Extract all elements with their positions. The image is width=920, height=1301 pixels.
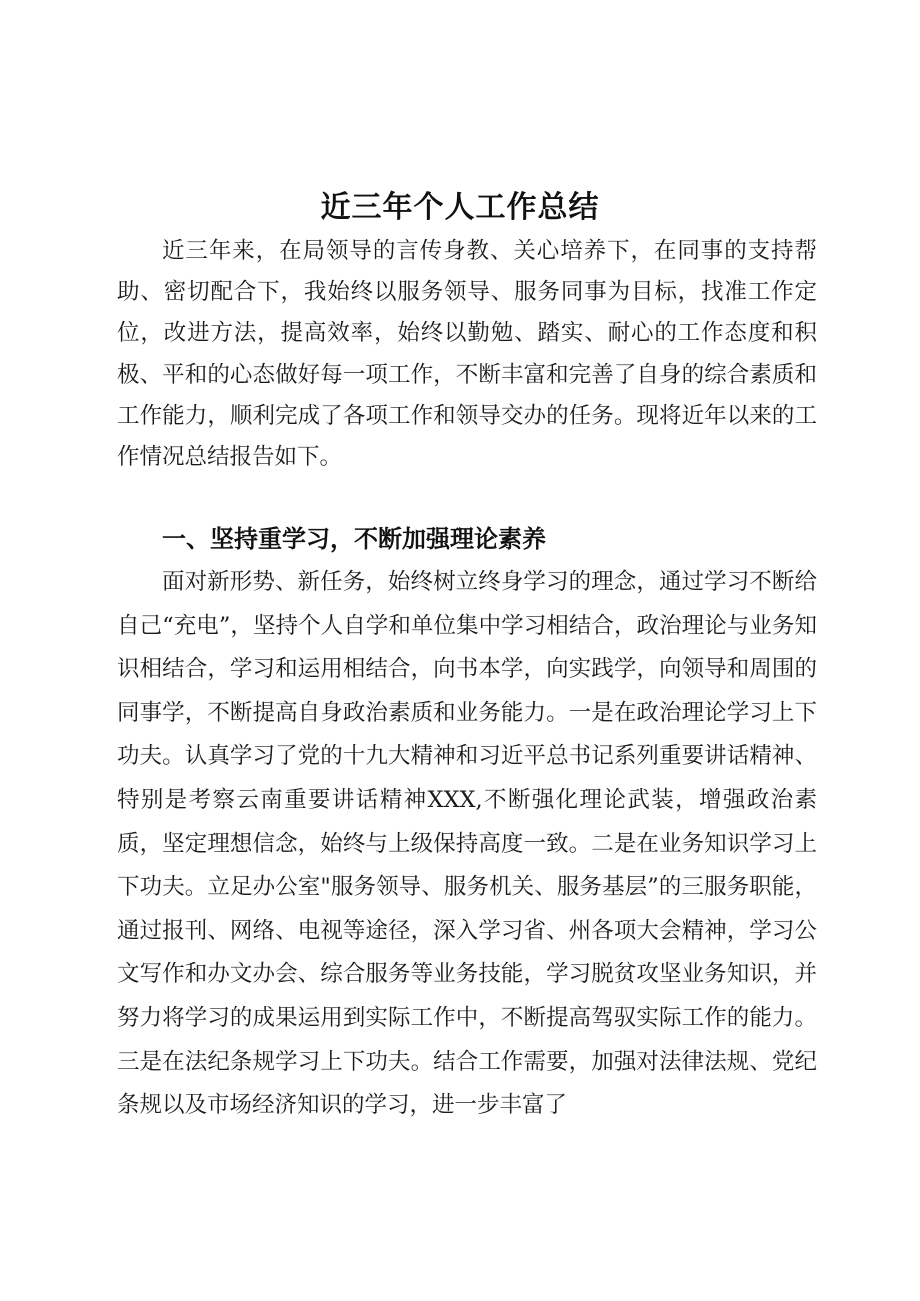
section-heading: 一、坚持重学习，不断加强理论素养 xyxy=(162,525,546,553)
section-paragraph: 面对新形势、新任务，始终树立终身学习的理念，通过学习不断给自己“充电”，坚持个人自学和单位集中学习相结合，政治理论与业务知识相结合，学习和运用相结合，向书本学，向实践学，向领导和周围的同事学，不断提高自身政治素质和业务能力。一是在政治理论学习上下功夫。认真学习了党的十九大精神和习近平总书记系列重要讲话精神、特别是考察云南重要讲话精神XXX,不断强化理论武装，增强政治素质，坚定理想信念，始终与上级保持高度一致。二是在业务知识学习上下功夫。立足办公室"服务领导、服务机关、服务基层”的三服务职能，通过报刊、网络、电视等途径，深入学习省、州各项大会精神，学习公文写作和办文办会、综合服务等业务技能，学习脱贫攻坚业务知识，并努力将学习的成果运用到实际工作中，不断提高驾驭实际工作的能力。三是在法纪条规学习上下功夫。结合工作需要，加强对法律法规、党纪条规以及市场经济知识的学习，进一步丰富了 xyxy=(117,569,817,1119)
intro-paragraph: 近三年来，在局领导的言传身教、关心培养下，在同事的支持帮助、密切配合下，我始终以服务领导、服务同事为目标，找准工作定位，改进方法，提高效率，始终以勤勉、踏实、耐心的工作态度和积极、平和的心态做好每一项工作，不断丰富和完善了自身的综合素质和工作能力，顺利完成了各项工作和领导交办的任务。现将近年以来的工作情况总结报告如下。 xyxy=(117,238,817,471)
document-title: 近三年个人工作总结 xyxy=(320,190,600,226)
